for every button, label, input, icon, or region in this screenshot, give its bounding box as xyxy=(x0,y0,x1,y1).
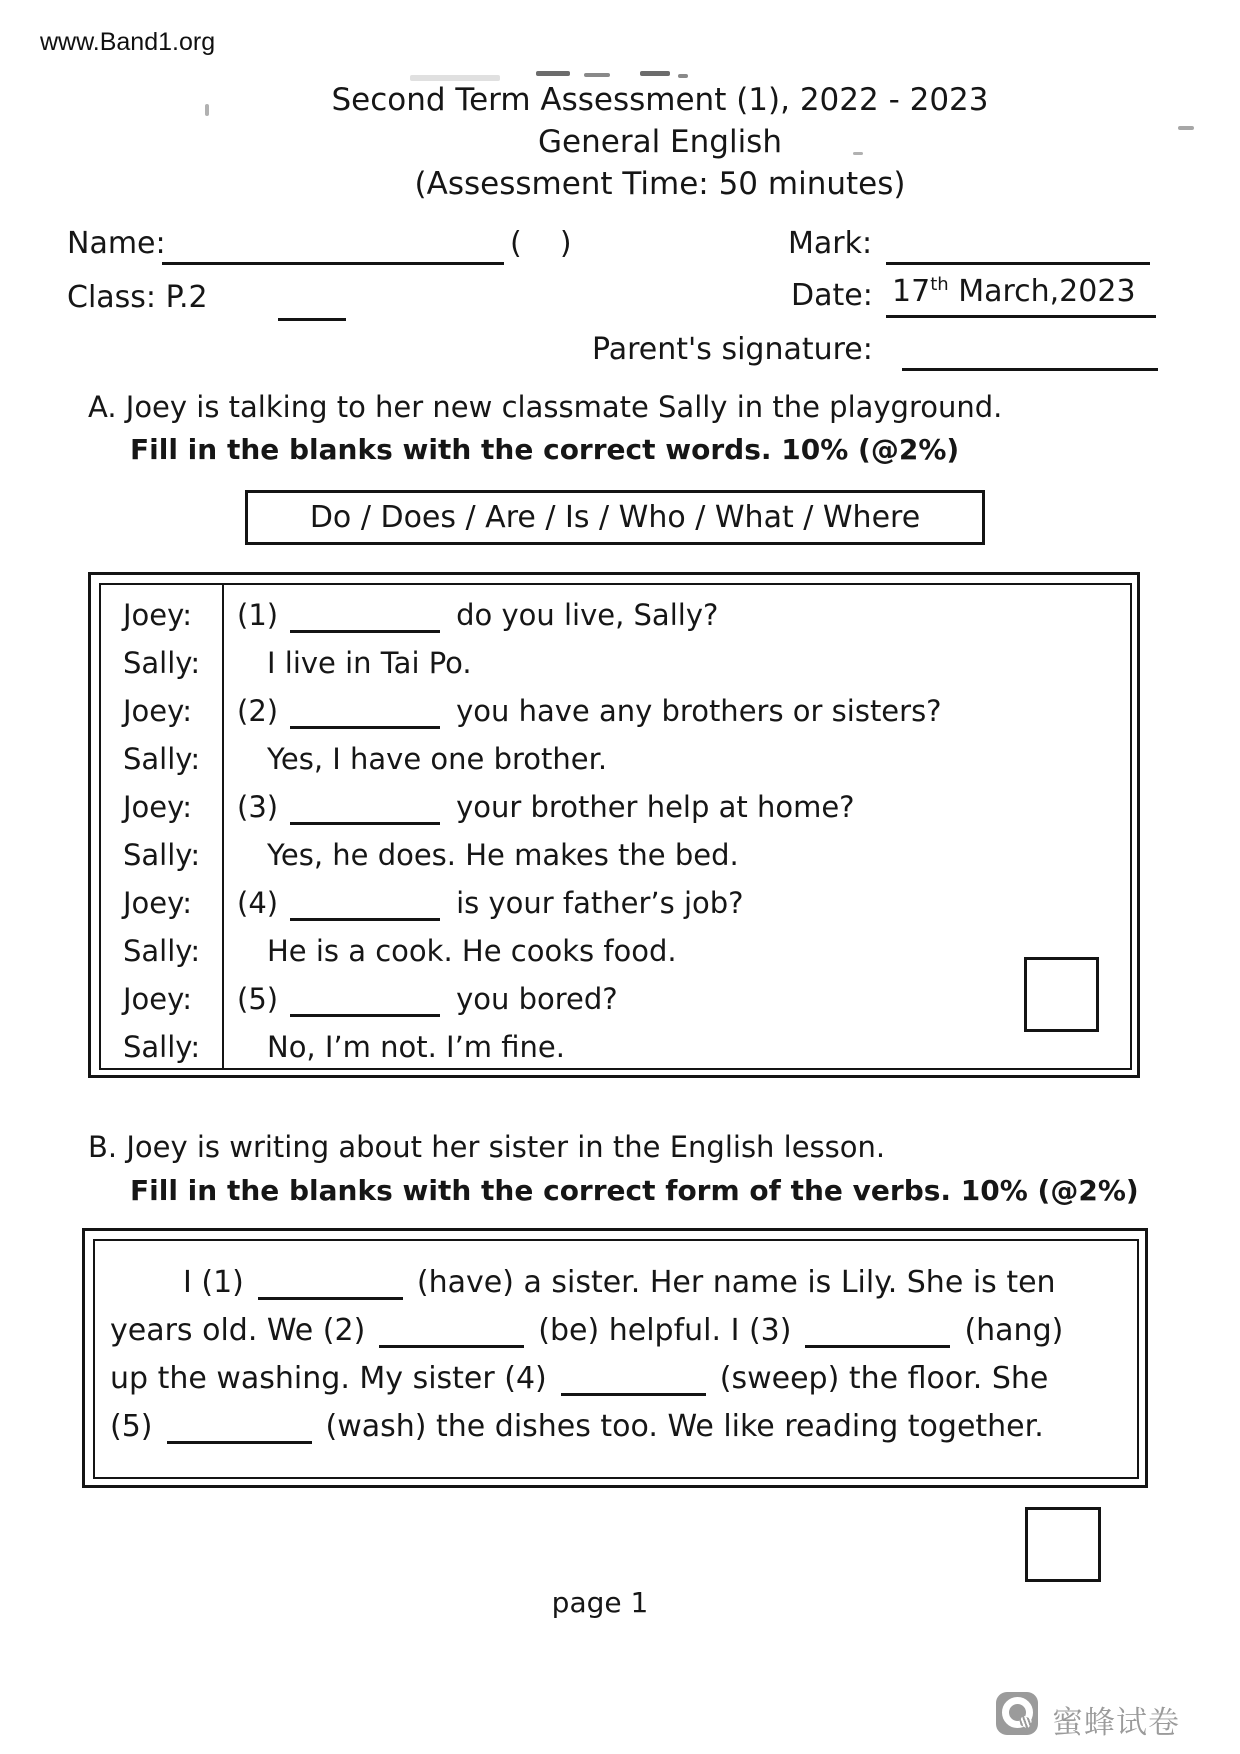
section-a-instruction: Fill in the blanks with the correct words. 10% (@2%) xyxy=(130,433,960,466)
verb-blank-3 xyxy=(805,1335,950,1348)
verb-blank-5 xyxy=(167,1431,312,1444)
word-bank-box xyxy=(245,490,985,545)
passage-line: years old. We (2) (be) helpful. I (3) (hang) xyxy=(110,1313,1064,1348)
paper-subject: General English xyxy=(538,124,782,160)
dialogue-row xyxy=(101,927,1130,975)
signature-label: Parent's signature: xyxy=(592,332,873,367)
speaker-label: Sally: xyxy=(123,1030,201,1064)
reply-text: He is a cook. He cooks food. xyxy=(267,934,677,968)
section-a-heading: A. Joey is talking to her new classmate Sally in the playground. xyxy=(88,390,1003,424)
paper-title: Second Term Assessment (1), 2022 - 2023 xyxy=(331,82,989,118)
question-number: (4) xyxy=(237,886,279,920)
dialogue-table xyxy=(88,572,1140,1078)
dialogue-rows xyxy=(101,591,1130,1071)
watermark-url: www.Band1.org xyxy=(40,28,216,56)
question-number: (2) xyxy=(237,694,279,728)
speaker-label: Joey: xyxy=(123,694,192,728)
verb-blank-2 xyxy=(379,1335,524,1348)
dialogue-row xyxy=(101,975,1130,1023)
section-b-instruction: Fill in the blanks with the correct form of the verbs. 10% (@2%) xyxy=(130,1174,1139,1207)
answer-blank-4 xyxy=(290,908,440,921)
class-label: Class: P.2 xyxy=(67,280,208,315)
date-ordinal-superscript: th xyxy=(930,274,949,295)
passage-line: (5) (wash) the dishes too. We like reading together. xyxy=(110,1409,1044,1444)
section-b-heading: B. Joey is writing about her sister in the English lesson. xyxy=(88,1130,886,1164)
signature-blank-line xyxy=(902,334,1158,371)
answer-blank-1 xyxy=(290,620,440,633)
question-number: (3) xyxy=(237,790,279,824)
answer-blank-3 xyxy=(290,812,440,825)
mark-blank-line xyxy=(886,228,1150,265)
question-text: is your father’s job? xyxy=(456,886,744,920)
beepaper-logo-icon xyxy=(996,1692,1038,1735)
assessment-time: (Assessment Time: 50 minutes) xyxy=(414,166,906,202)
reply-text: No, I’m not. I’m fine. xyxy=(267,1030,565,1064)
passage-box-inner-border xyxy=(93,1239,1139,1479)
date-value: 17th March,2023 xyxy=(886,274,1156,318)
scan-artifact xyxy=(640,71,670,76)
verb-blank-4 xyxy=(561,1383,706,1396)
reply-text: I live in Tai Po. xyxy=(267,646,472,680)
scan-artifact xyxy=(410,75,500,81)
passage-line: up the washing. My sister (4) (sweep) the floor. She xyxy=(110,1361,1049,1396)
score-box-section-b xyxy=(1025,1507,1101,1582)
verb-blank-1 xyxy=(258,1287,403,1300)
speaker-label: Joey: xyxy=(123,982,192,1016)
reply-text: Yes, he does. He makes the bed. xyxy=(267,838,739,872)
score-box-section-a xyxy=(1024,957,1099,1032)
speaker-label: Joey: xyxy=(123,598,192,632)
page-number: page 1 xyxy=(551,1586,649,1619)
beepaper-logo-text: 蜜蜂试卷 xyxy=(1052,1705,1180,1741)
dialogue-row xyxy=(101,783,1130,831)
speaker-label: Sally: xyxy=(123,742,201,776)
reply-text: Yes, I have one brother. xyxy=(267,742,608,776)
mark-label: Mark: xyxy=(788,226,873,261)
answer-blank-5 xyxy=(290,1004,440,1017)
speaker-label: Joey: xyxy=(123,886,192,920)
dialogue-row xyxy=(101,687,1130,735)
passage-box xyxy=(82,1228,1148,1488)
word-bank-options: Do / Does / Are / Is / Who / What / Where xyxy=(309,500,921,535)
dialogue-table-inner-border xyxy=(99,583,1132,1070)
question-number: (5) xyxy=(237,982,279,1016)
date-label: Date: xyxy=(791,278,873,313)
question-text: you bored? xyxy=(456,982,618,1016)
dialogue-row xyxy=(101,639,1130,687)
class-blank-line xyxy=(278,284,346,321)
dialogue-row xyxy=(101,591,1130,639)
dialogue-row xyxy=(101,735,1130,783)
scan-artifact xyxy=(536,71,570,76)
name-blank-line xyxy=(162,228,504,265)
speaker-label: Sally: xyxy=(123,934,201,968)
speaker-label: Joey: xyxy=(123,790,192,824)
speaker-label: Sally: xyxy=(123,838,201,872)
question-text: you have any brothers or sisters? xyxy=(456,694,942,728)
name-label: Name: xyxy=(67,226,166,261)
question-number: (1) xyxy=(237,598,279,632)
class-number-parentheses: ( ) xyxy=(510,226,572,261)
speaker-label: Sally: xyxy=(123,646,201,680)
dialogue-row xyxy=(101,879,1130,927)
passage-line: I (1) (have) a sister. Her name is Lily. She is ten xyxy=(183,1265,1056,1300)
scan-artifact xyxy=(678,74,688,78)
dialogue-row xyxy=(101,831,1130,879)
dialogue-row xyxy=(101,1023,1130,1071)
question-text: do you live, Sally? xyxy=(456,598,719,632)
question-text: your brother help at home? xyxy=(456,790,855,824)
answer-blank-2 xyxy=(290,716,440,729)
scan-artifact xyxy=(584,73,610,77)
